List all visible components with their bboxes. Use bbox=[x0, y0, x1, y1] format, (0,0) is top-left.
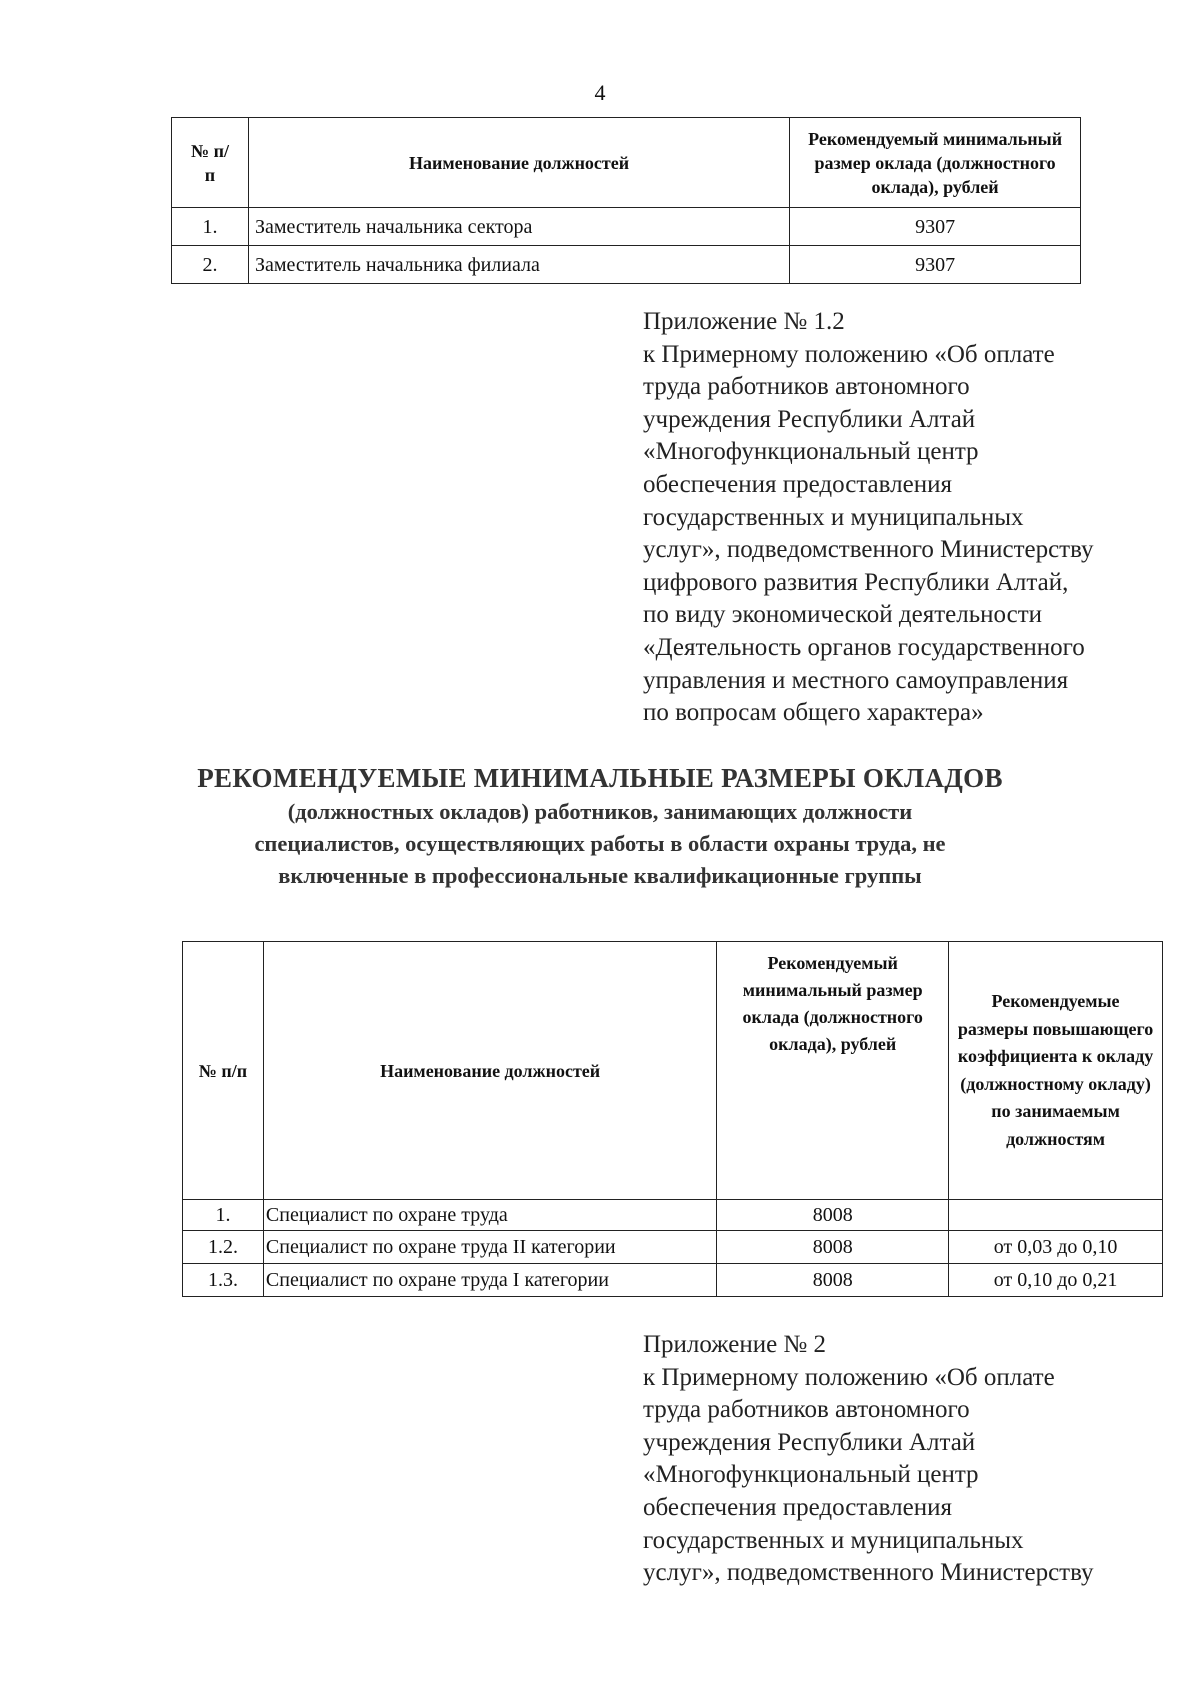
appendix-2 bbox=[643, 1329, 1183, 1590]
appendix-line: «Деятельность органов государственного bbox=[643, 633, 1085, 661]
table-header-row bbox=[183, 942, 1163, 1200]
appendix-title: Приложение № 2 bbox=[643, 1331, 827, 1358]
table-header-row bbox=[172, 118, 1081, 208]
appendix-line: по вопросам общего характера» bbox=[643, 699, 984, 727]
appendix-line: труда работников автономного bbox=[643, 373, 970, 401]
appendix-line: обеспечения предоставления bbox=[643, 470, 952, 498]
positions-table-2 bbox=[182, 941, 1163, 1297]
row-position: Специалист по охране труда bbox=[263, 1200, 716, 1231]
row-position: Специалист по охране труда II категории bbox=[263, 1231, 716, 1264]
heading-line: специалистов, осуществляющих работы в области охраны труда, не bbox=[254, 831, 946, 856]
row-salary: 8008 bbox=[717, 1264, 949, 1297]
row-position: Специалист по охране труда I категории bbox=[263, 1264, 716, 1297]
appendix-line: услуг», подведомственного Министерству bbox=[643, 536, 1094, 564]
table-row bbox=[172, 208, 1081, 246]
appendix-line: управления и местного самоуправления bbox=[643, 666, 1069, 694]
row-number: 1.3. bbox=[183, 1264, 264, 1297]
section-heading bbox=[150, 760, 1050, 892]
row-number: 1.2. bbox=[183, 1231, 264, 1264]
appendix-line: обеспечения предоставления bbox=[643, 1493, 952, 1521]
header-coefficient: Рекомендуемые размеры повышающего коэффициента к окладу (должностному окладу) по занимаемым должностям bbox=[949, 942, 1163, 1200]
appendix-line: учреждения Республики Алтай bbox=[643, 405, 976, 433]
header-position: Наименование должностей bbox=[263, 942, 716, 1200]
row-salary: 9307 bbox=[790, 246, 1081, 284]
appendix-line: государственных и муниципальных bbox=[643, 1526, 1024, 1554]
header-position: Наименование должностей bbox=[248, 118, 789, 208]
appendix-line: к Примерному положению «Об оплате bbox=[643, 1363, 1055, 1391]
appendix-line: государственных и муниципальных bbox=[643, 503, 1024, 531]
heading-title: РЕКОМЕНДУЕМЫЕ МИНИМАЛЬНЫЕ РАЗМЕРЫ ОКЛАДОВ bbox=[197, 763, 1003, 793]
appendix-line: цифрового развития Республики Алтай, bbox=[643, 568, 1069, 596]
row-number: 2. bbox=[172, 246, 249, 284]
header-number: № п/п bbox=[172, 118, 249, 208]
header-salary: Рекомендуемый минимальный размер оклада (должностного оклада), рублей bbox=[717, 942, 949, 1200]
table-row bbox=[183, 1264, 1163, 1297]
appendix-line: услуг», подведомственного Министерству bbox=[643, 1559, 1094, 1587]
row-position: Заместитель начальника филиала bbox=[248, 246, 789, 284]
table-row bbox=[183, 1200, 1163, 1231]
row-salary: 8008 bbox=[717, 1231, 949, 1264]
row-salary: 9307 bbox=[790, 208, 1081, 246]
appendix-1-2 bbox=[643, 306, 1183, 730]
appendix-title: Приложение № 1.2 bbox=[643, 308, 845, 335]
header-number: № п/п bbox=[183, 942, 264, 1200]
appendix-line: к Примерному положению «Об оплате bbox=[643, 340, 1055, 368]
page-number: 4 bbox=[594, 80, 606, 105]
appendix-line: по виду экономической деятельности bbox=[643, 601, 1042, 629]
row-coefficient: от 0,10 до 0,21 bbox=[949, 1264, 1163, 1297]
table-row bbox=[183, 1231, 1163, 1264]
row-salary: 8008 bbox=[717, 1200, 949, 1231]
header-salary: Рекомендуемый минимальный размер оклада (должностного оклада), рублей bbox=[790, 118, 1081, 208]
row-position: Заместитель начальника сектора bbox=[248, 208, 789, 246]
row-number: 1. bbox=[172, 208, 249, 246]
appendix-line: «Многофункциональный центр bbox=[643, 438, 979, 466]
heading-line: включенные в профессиональные квалификационные группы bbox=[278, 863, 922, 888]
row-number: 1. bbox=[183, 1200, 264, 1231]
row-coefficient: от 0,03 до 0,10 bbox=[949, 1231, 1163, 1264]
table-row bbox=[172, 246, 1081, 284]
appendix-line: «Многофункциональный центр bbox=[643, 1461, 979, 1489]
positions-table-1 bbox=[171, 117, 1081, 284]
appendix-line: учреждения Республики Алтай bbox=[643, 1428, 976, 1456]
row-coefficient bbox=[949, 1200, 1163, 1231]
heading-line: (должностных окладов) работников, занимающих должности bbox=[287, 799, 913, 824]
appendix-line: труда работников автономного bbox=[643, 1396, 970, 1424]
